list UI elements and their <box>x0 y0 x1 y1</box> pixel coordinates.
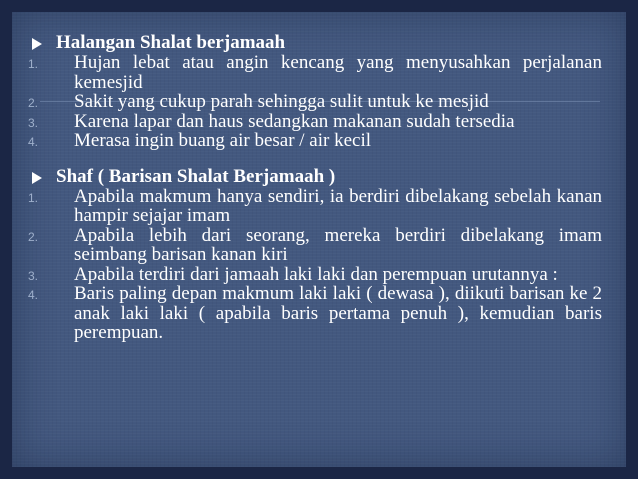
list-item <box>28 131 602 151</box>
section-heading-shaf <box>28 167 602 187</box>
slide-content <box>28 33 602 343</box>
list-number: 1. <box>28 190 39 205</box>
list-item <box>28 112 602 132</box>
list-item-text: Karena lapar dan haus sedangkan makanan sudah tersedia <box>74 110 515 132</box>
list-number: 2. <box>28 229 39 244</box>
list-item <box>28 92 602 112</box>
section-heading-halangan <box>28 33 602 53</box>
list-item-text: Merasa ingin buang air besar / air kecil <box>74 130 372 151</box>
list-item <box>28 265 602 285</box>
list-number: 4. <box>28 135 39 149</box>
arrow-right-icon <box>32 172 42 184</box>
list-item <box>28 226 602 265</box>
list-item <box>28 187 602 226</box>
section-heading-label: Halangan Shalat berjamaah <box>56 32 286 53</box>
list-number: 2. <box>28 96 39 110</box>
list-item-text: Apabila lebih dari seorang, mereka berdiri dibelakang imam seimbang barisan kanan kiri <box>74 224 602 265</box>
list-item <box>28 284 602 343</box>
arrow-right-icon <box>32 38 42 50</box>
list-item-text: Apabila makmum hanya sendiri, ia berdiri dibelakang sebelah kanan hampir sejajar imam <box>74 185 602 226</box>
list-item <box>28 53 602 92</box>
list-number: 4. <box>28 288 39 302</box>
list-number: 3. <box>28 268 39 283</box>
list-item-text: Baris paling depan makmum laki laki ( dewasa ), diikuti barisan ke 2 anak laki laki ( apabila baris pertama penuh ), kemudian baris perempuan. <box>74 283 602 343</box>
section-heading-label: Shaf ( Barisan Shalat Berjamaah ) <box>56 165 336 187</box>
list-item-text: Apabila terdiri dari jamaah laki laki dan perempuan urutannya : <box>74 263 558 285</box>
list-item-text: Hujan lebat atau angin kencang yang menyusahkan perjalanan kemesjid <box>74 52 602 93</box>
list-number: 1. <box>28 57 39 71</box>
list-item-text: Sakit yang cukup parah sehingga sulit untuk ke mesjid <box>74 91 489 112</box>
list-number: 3. <box>28 115 39 130</box>
